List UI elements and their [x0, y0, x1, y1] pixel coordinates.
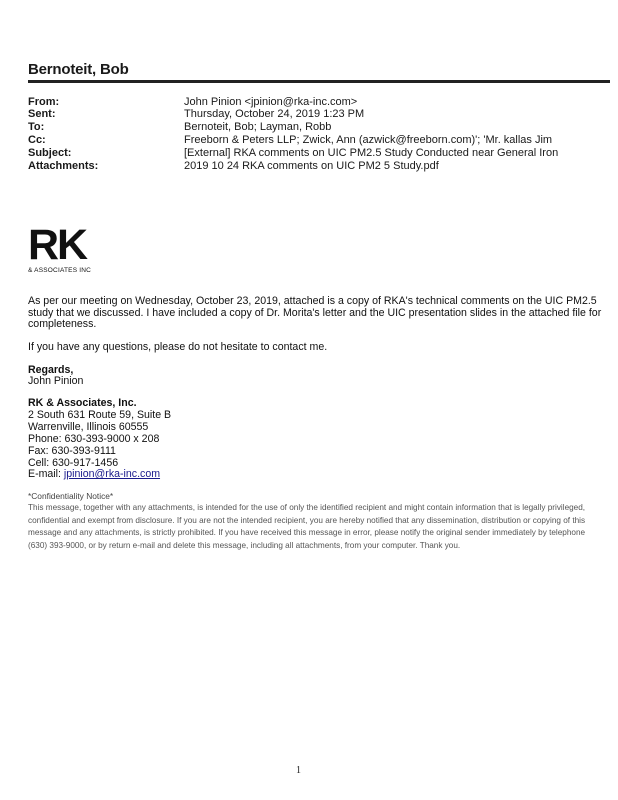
- page-number: 1: [296, 765, 301, 776]
- company-logo: [28, 221, 103, 277]
- signature-address-line-2: Warrenville, Illinois 60555: [28, 421, 149, 433]
- subject-value: [External] RKA comments on UIC PM2.5 Study Conducted near General Iron: [184, 147, 559, 159]
- sent-label: Sent:: [28, 108, 56, 120]
- to-label: To:: [28, 121, 45, 133]
- signature-cell: Cell: 630-917-1456: [28, 457, 119, 469]
- header-divider: [28, 80, 610, 83]
- email-label: E-mail:: [28, 468, 64, 480]
- message-paragraph-2: If you have any questions, please do not hesitate to contact me.: [28, 341, 328, 353]
- logo-subtitle: & ASSOCIATES INC: [28, 267, 92, 274]
- confidentiality-notice: This message, together with any attachments, is intended for the use of only the identified recipient and might contain information that is legally privileged, confidential and exempt from disclosure. If you are not the intended recipient, you are hereby notified that any dissemination, distribution or copying of this message and any attachments, is strictly prohibited. If you have received this message in error, please notify the original sender immediately by telephone (630) 393-9000, or by return e-mail and delete this message, including all attachments, from your computer. Thank you.: [28, 503, 586, 550]
- attachments-label: Attachments:: [28, 160, 99, 172]
- signature-address-line-1: 2 South 631 Route 59, Suite B: [28, 409, 172, 421]
- from-label: From:: [28, 96, 60, 108]
- sent-value: Thursday, October 24, 2019 1:23 PM: [184, 108, 365, 120]
- logo-mark: RK: [28, 221, 87, 269]
- to-value: Bernoteit, Bob; Layman, Robb: [184, 121, 332, 133]
- cc-label: Cc:: [28, 134, 46, 146]
- signature-fax: Fax: 630-393-9111: [28, 445, 116, 457]
- signature-email: [28, 468, 160, 480]
- signature-company: RK & Associates, Inc.: [28, 397, 137, 409]
- confidentiality-title: *Confidentiality Notice*: [28, 491, 114, 501]
- signature-phone: Phone: 630-393-9000 x 208: [28, 433, 160, 445]
- from-value: John Pinion <jpinion@rka-inc.com>: [184, 96, 358, 108]
- recipient-name: Bernoteit, Bob: [28, 61, 129, 78]
- subject-label: Subject:: [28, 147, 72, 159]
- sender-name: John Pinion: [28, 375, 84, 387]
- email-link[interactable]: jpinion@rka-inc.com: [63, 468, 161, 480]
- attachment-file[interactable]: 2019 10 24 RKA comments on UIC PM2 5 Study.pdf: [184, 160, 439, 172]
- message-paragraph-1: As per our meeting on Wednesday, October 23, 2019, attached is a copy of RKA's technical comments on the UIC PM2.5 study that we discussed. I have included a copy of Dr. Morita's letter and the UIC presentation slides in the attached file for completeness.: [28, 295, 602, 330]
- cc-value: Freeborn & Peters LLP; Zwick, Ann (azwick@freeborn.com)'; 'Mr. kallas Jim: [184, 134, 553, 146]
- closing: Regards,: [28, 364, 74, 376]
